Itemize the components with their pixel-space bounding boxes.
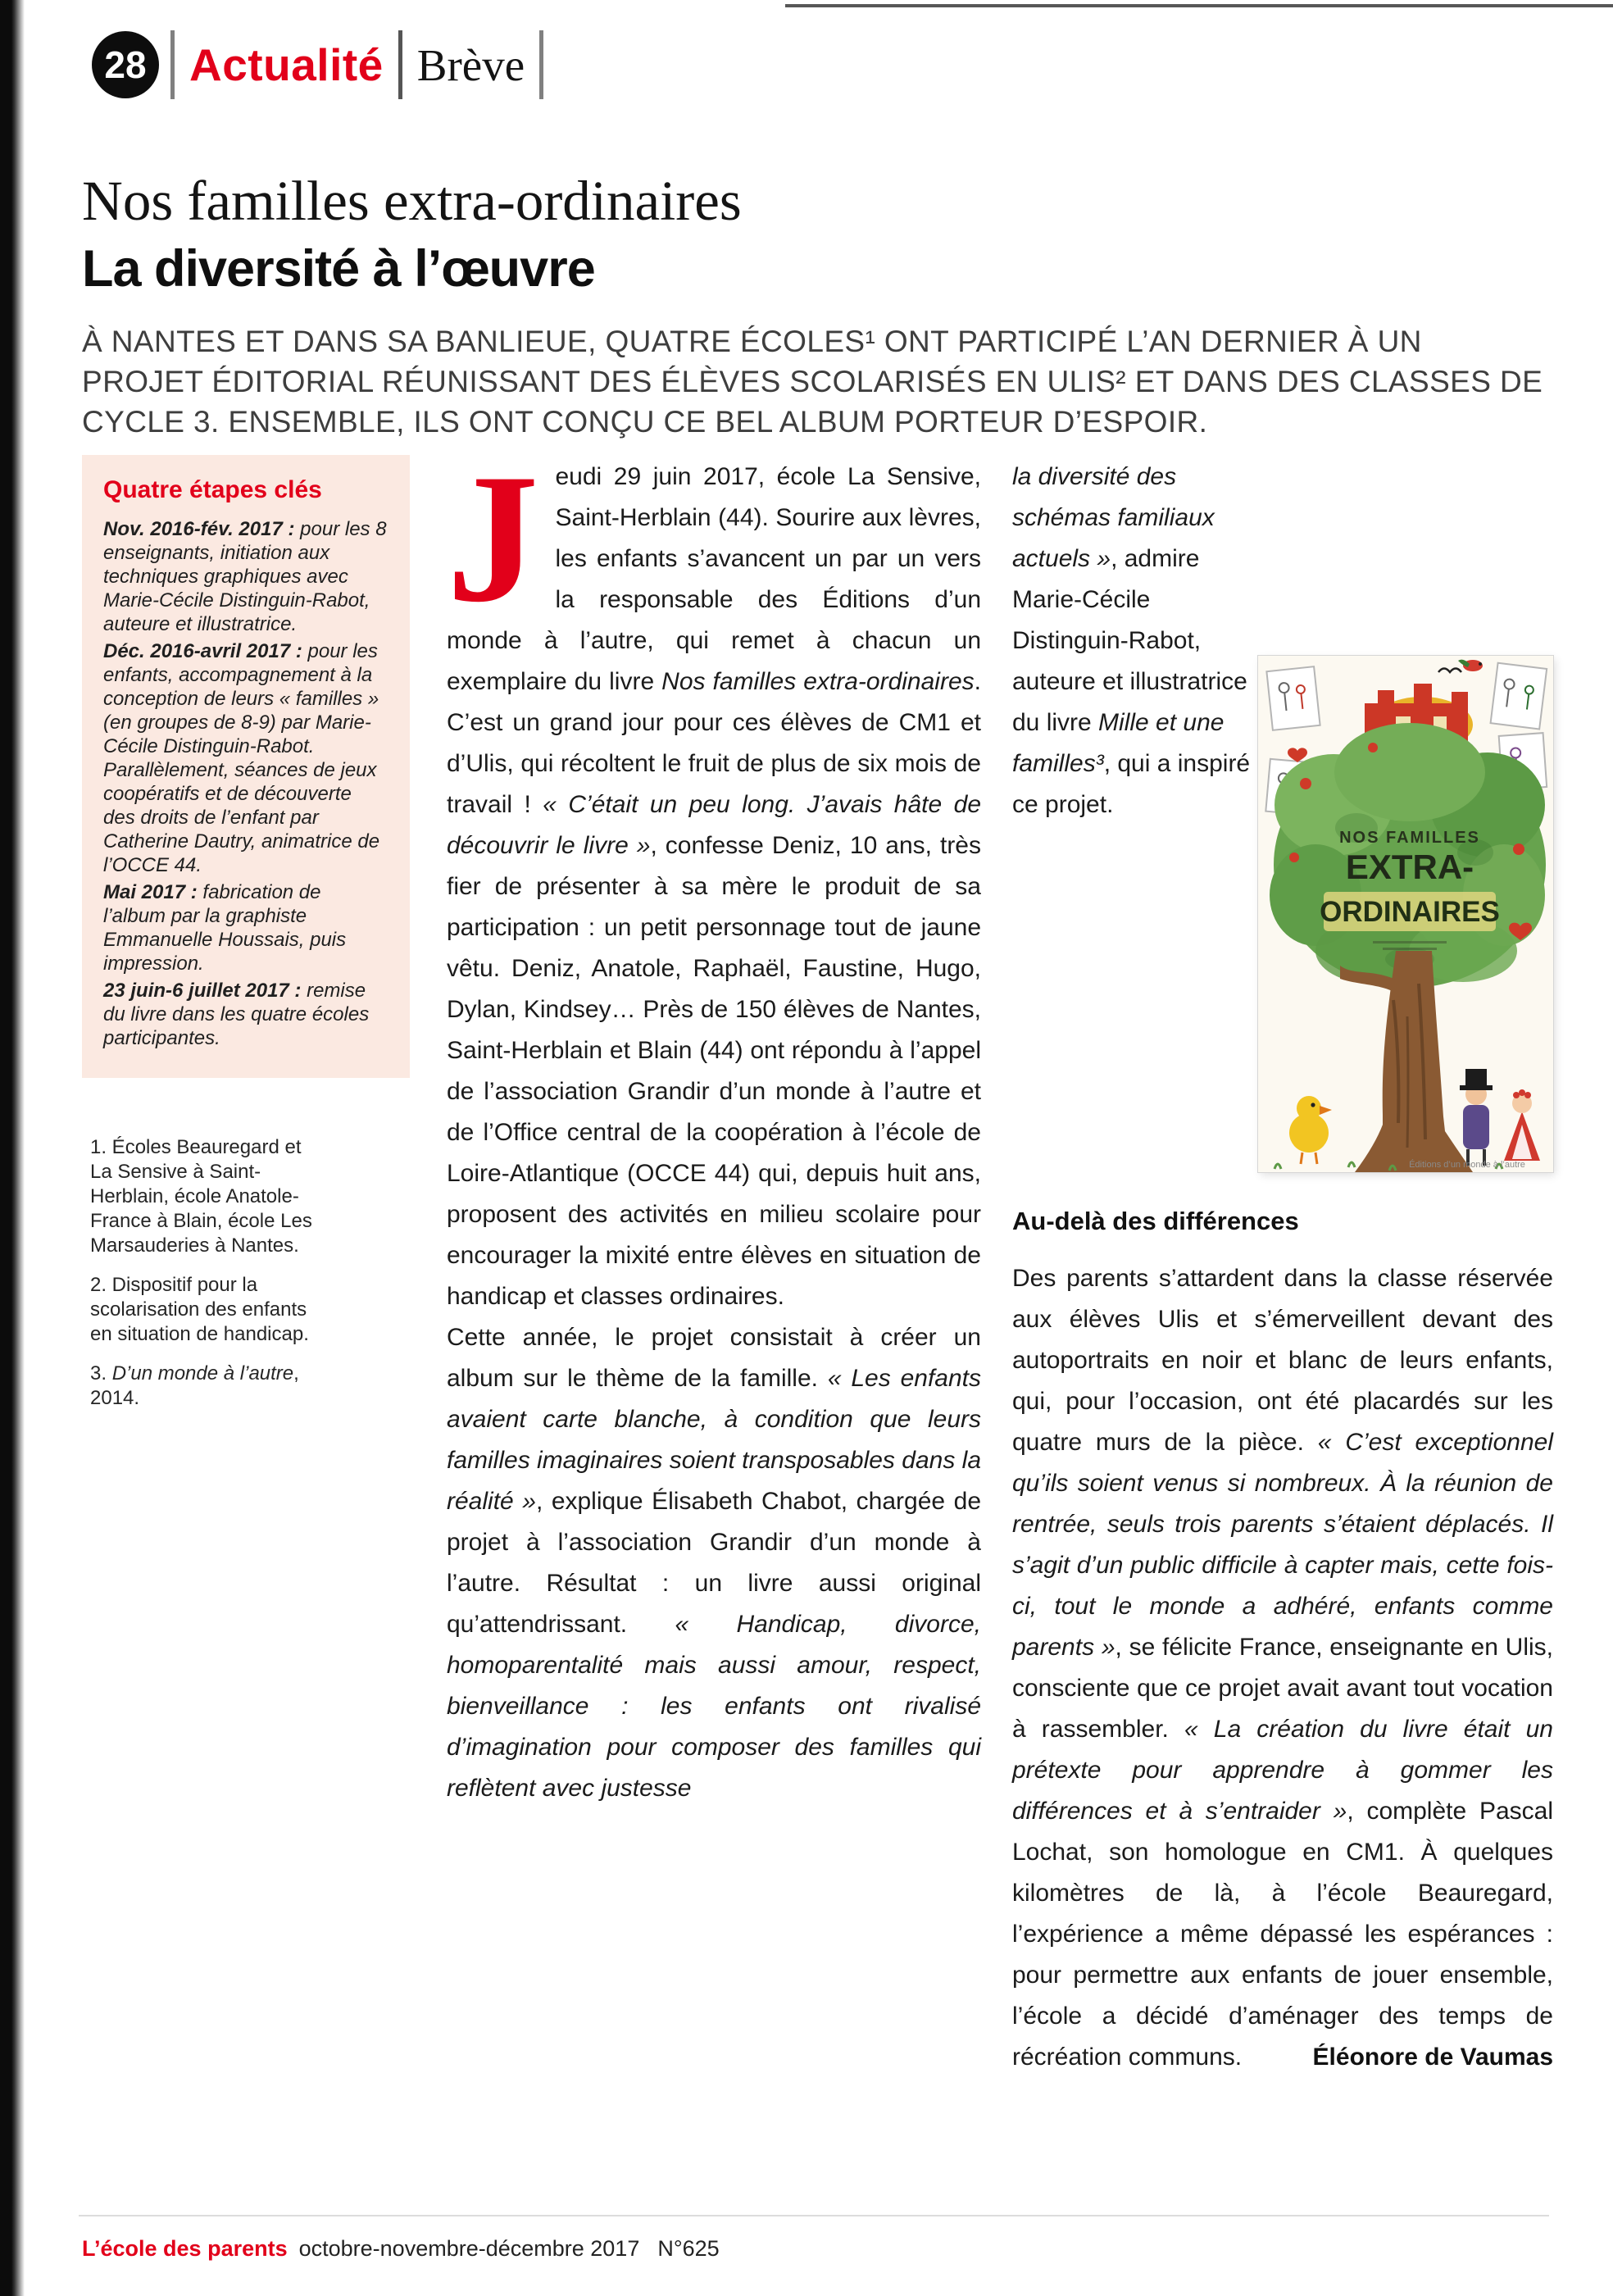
article-body-column bbox=[447, 435, 982, 1809]
footnotes bbox=[82, 1135, 328, 1411]
dropcap: J bbox=[447, 435, 539, 640]
book-cover-image bbox=[1258, 656, 1553, 1172]
footer-date: octobre-novembre-décembre 2017 bbox=[298, 2236, 640, 2261]
key-step-item: 23 juin-6 juillet 2017 : remise du livre dans les quatre écoles participantes. bbox=[103, 980, 370, 1049]
scan-edge-top bbox=[785, 4, 1613, 7]
page-number-badge: 28 bbox=[92, 31, 159, 98]
footer-rule bbox=[79, 2215, 1549, 2216]
article-paragraph-wrap: la diversité des schémas familiaux actuels », admire Marie-Cécile Distinguin-Rabot, auteure et illustratrice du livre Mille et une familles³, qui a inspiré ce projet. bbox=[1012, 463, 1251, 818]
scan-edge-left bbox=[0, 0, 25, 2296]
section-label: Actualité bbox=[189, 39, 384, 90]
article-lede: À NANTES ET DANS SA BANLIEUE, QUATRE ÉCOLES¹ ONT PARTICIPÉ L’AN DERNIER À UN PROJET ÉDITORIAL RÉUNISSANT DES ÉLÈVES SCOLARISÉS EN ULIS² ET DANS DES CLASSES DE CYCLE 3. ENSEMBLE, ILS ONT CONÇU CE BEL ALBUM PORTEUR D’ESPOIR. bbox=[82, 325, 1543, 439]
article-paragraph: Cette année, le projet consistait à créer un album sur le thème de la famille. « Les enfants avaient carte blanche, à condition que leurs familles imaginaires soient transposables dans la réalité », explique Élisabeth Chabot, chargée de projet à l’association Grandir d’un monde à l’autre. Résultat : un livre aussi original qu’attendrissant. « Handicap, divorce, homoparentalité mais aussi amour, respect, bienveillance : les enfants ont rivalisé d’imagination pour composer des familles qui reflètent avec justesse bbox=[447, 1324, 982, 1802]
article-second-section bbox=[1012, 1201, 1553, 2078]
collage-photo bbox=[1266, 666, 1320, 730]
section-header bbox=[170, 30, 543, 100]
header-divider bbox=[539, 30, 543, 99]
footer-issue-number: N°625 bbox=[657, 2236, 720, 2261]
cover-title-line2: EXTRA- bbox=[1345, 848, 1474, 886]
author-byline: Éléonore de Vaumas bbox=[1312, 2044, 1553, 2071]
article-subhead: Au-delà des différences bbox=[1012, 1207, 1299, 1235]
key-step-item: Déc. 2016-avril 2017 : pour les enfants, accompagnement à la conception de leurs « familles » (en groupes de 8-9) par Marie-Cécile Distinguin-Rabot. Parallèlement, séances de jeux coopératifs et de découverte des droits de l’enfant par Catherine Dautry, animatrice de l’OCCE 44. bbox=[103, 640, 380, 876]
header-divider bbox=[398, 30, 402, 99]
page-footer bbox=[82, 2236, 720, 2262]
key-step-item: Mai 2017 : fabrication de l’album par la graphiste Emmanuelle Houssais, puis impression. bbox=[103, 881, 347, 975]
left-column bbox=[82, 455, 410, 1425]
right-column bbox=[1012, 457, 1553, 2071]
cover-title-line3: ORDINAIRES bbox=[1320, 896, 1500, 928]
footnote-2: 2. Dispositif pour la scolarisation des enfants en situation de handicap. bbox=[90, 1274, 309, 1345]
collage-photo bbox=[1491, 663, 1547, 730]
key-steps-box bbox=[82, 455, 410, 1078]
cover-subtitle-line bbox=[1383, 948, 1437, 950]
header-divider bbox=[170, 30, 175, 99]
article-main-title: La diversité à l’œuvre bbox=[82, 240, 595, 298]
key-steps-title: Quatre étapes clés bbox=[103, 476, 322, 503]
footnote-1: 1. Écoles Beauregard et La Sensive à Saint-Herblain, école Anatole-France à Blain, école Les Marsauderies à Nantes. bbox=[90, 1136, 312, 1257]
article-paragraph: Des parents s’attardent dans la classe réservée aux élèves Ulis et s’émerveillent devant des autoportraits en noir et blanc de leurs enfants, qui, pour l’occasion, ont été placardés sur les quatre murs de la pièce. « C’est exceptionnel qu’ils soient venus si nombreux. À la réunion de rentrée, seuls trois parents s’étaient déplacés. Il s’agit d’un public difficile à capter mais, cette fois-ci, tout le monde a adhéré, enfants comme parents », se félicite France, enseignante en Ulis, consciente que ce projet avait avant tout vocation à rassembler. « La création du livre était un prétexte pour apprendre à gommer les différences et à s’entraider », complète Pascal Lochat, son homologue en CM1. À quelques kilomètres de là, à l’école Beauregard, l’expérience a même dépassé les espérances : pour permettre aux enfants de jouer ensemble, l’école a décidé d’aménager des temps de récréation communs. bbox=[1012, 1265, 1553, 2071]
key-step-item: Nov. 2016-fév. 2017 : pour les 8 enseignants, initiation aux techniques graphiques avec Marie-Cécile Distinguin-Rabot, auteure et illustratrice. bbox=[103, 518, 387, 635]
article-paragraph: Jeudi 29 juin 2017, école La Sensive, Saint-Herblain (44). Sourire aux lèvres, les enfants s’avancent un par un vers la responsable des Éditions d’un monde à l’autre, qui remet à chacun un exemplaire du livre Nos familles extra-ordinaires. C’est un grand jour pour ces élèves de CM1 et d’Ulis, qui récoltent le fruit de plus de six mois de travail ! « C’était un peu long. J’avais hâte de découvrir le livre », confesse Deniz, 10 ans, très fier de présenter à sa mère le produit de sa participation : un petit personnage tout de jaune vêtu. Deniz, Anatole, Raphaël, Faustine, Hugo, Dylan, Kindsey… Près de 150 élèves de Nantes, Saint-Herblain et Blain (44) ont répondu à l’appel de l’association Grandir d’un monde à l’autre et de l’Office central de la coopération à l’école de Loire-Atlantique (OCCE 44) qui, depuis huit ans, proposent des activités en milieu scolaire pour encourager la mixité entre élèves en situation de handicap et classes ordinaires. bbox=[447, 435, 982, 1310]
article-kicker-title: Nos familles extra-ordinaires bbox=[82, 170, 742, 232]
cover-subtitle-line bbox=[1373, 941, 1447, 943]
footnote-3: 3. D’un monde à l’autre, 2014. bbox=[90, 1362, 299, 1409]
rubric-label: Brève bbox=[416, 39, 525, 90]
cover-publisher: Éditions d’un monde à l’autre bbox=[1409, 1160, 1525, 1170]
cover-title-line1: NOS FAMILLES bbox=[1339, 829, 1480, 847]
magazine-name: L’école des parents bbox=[82, 2236, 288, 2261]
